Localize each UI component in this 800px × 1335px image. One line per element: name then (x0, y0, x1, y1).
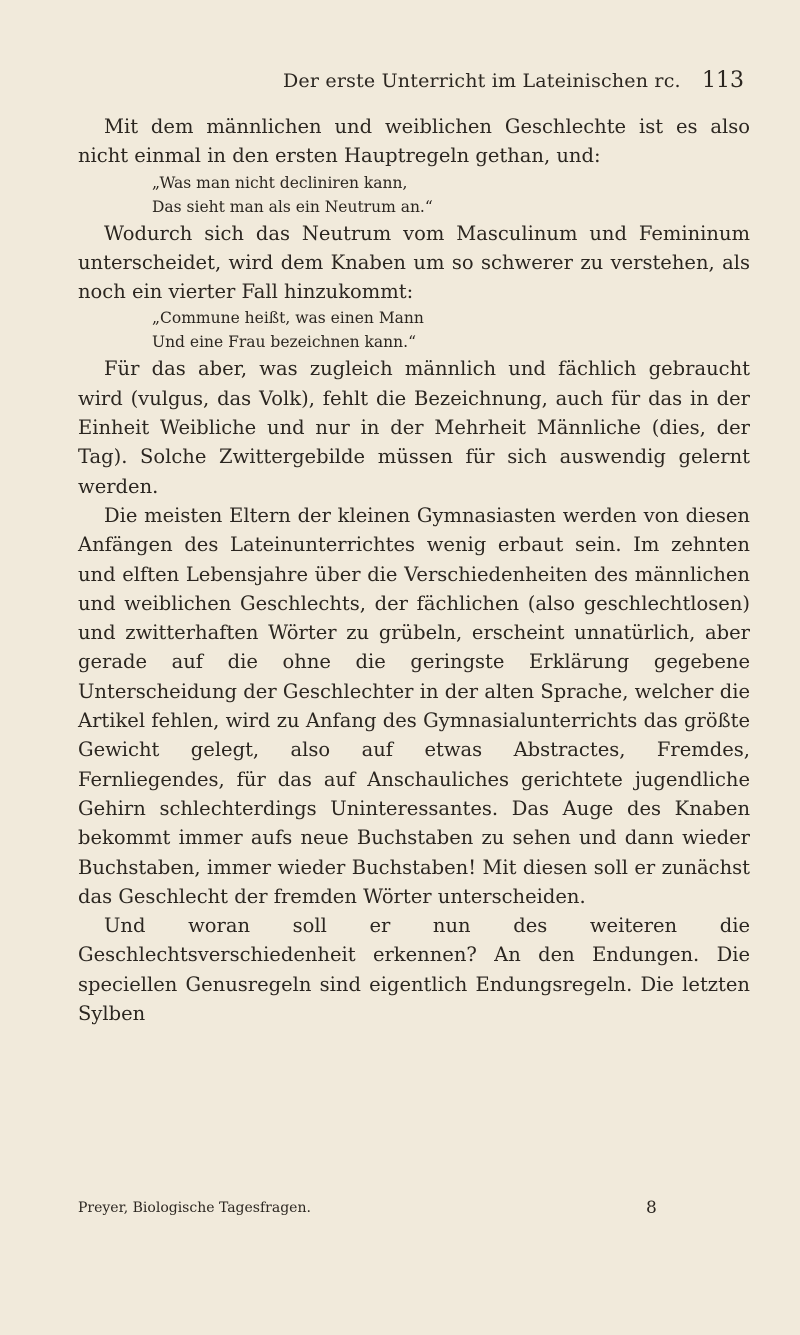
verse-line: „Was man nicht decliniren kann, (152, 173, 408, 192)
page-body (78, 112, 750, 1028)
paragraph: Wodurch sich das Neutrum vom Masculinum und Femininum unterscheidet, wird dem Knaben um so schwerer zu verstehen, als noch ein vierter Fall hinzukommt: (78, 221, 750, 304)
verse-line: Und eine Frau bezeichnen kann.“ (152, 333, 416, 352)
page-header (0, 68, 800, 98)
signature-line: Preyer, Biologische Tagesfragen. (78, 1200, 311, 1216)
signature-mark: 8 (646, 1198, 657, 1218)
running-head: Der erste Unterricht im Lateinischen rc. (283, 70, 681, 92)
verse-line: „Commune heißt, was einen Mann (152, 309, 424, 328)
paragraph: Und woran soll er nun des weiteren die Geschlechtsverschiedenheit erkennen? An den Endungen. Die speciellen Genusregeln sind eigentlich Endungsregeln. Die letzten Sylben (78, 914, 750, 1026)
paragraph: Die meisten Eltern der kleinen Gymnasiasten werden von diesen Anfängen des Lateinunterrichtes wenig erbaut sein. Im zehnten und elften Lebensjahre über die Verschiedenheiten des männlichen und weiblichen Geschlechts, der fächlichen (also geschlechtlosen) und zwitterhaften Wörter zu grübeln, erscheint unnatürlich, aber gerade auf die ohne die geringste Erklärung gegebene Unterscheidung der Geschlechter in der alten Sprache, welcher die Artikel fehlen, wird zu Anfang des Gymnasialunterrichts das größte Gewicht gelegt, also auf etwas Abstractes, Fremdes, Fernliegendes, für das auf Anschauliches gerichtete jugendliche Gehirn schlechterdings Uninteressantes. Das Auge des Knaben bekommt immer aufs neue Buchstaben zu sehen und dann wieder Buchstaben, immer wieder Buchstaben! Mit diesen soll er zunächst das Geschlecht der fremden Wörter unterscheiden. (78, 503, 750, 908)
page-number: 113 (702, 68, 744, 93)
page-footer (78, 1198, 750, 1222)
paragraph: Mit dem männlichen und weiblichen Geschlechte ist es also nicht einmal in den ersten Hauptregeln gethan, und: (78, 115, 750, 168)
verse-line: Das sieht man als ein Neutrum an.“ (152, 197, 433, 216)
paragraph: Für das aber, was zugleich männlich und fächlich gebraucht wird (vulgus, das Volk), fehlt die Bezeichnung, auch für das in der Einheit Weibliche und nur in der Mehrheit Männliche (dies, der Tag). Solche Zwittergebilde müssen für sich auswendig gelernt werden. (78, 357, 750, 498)
